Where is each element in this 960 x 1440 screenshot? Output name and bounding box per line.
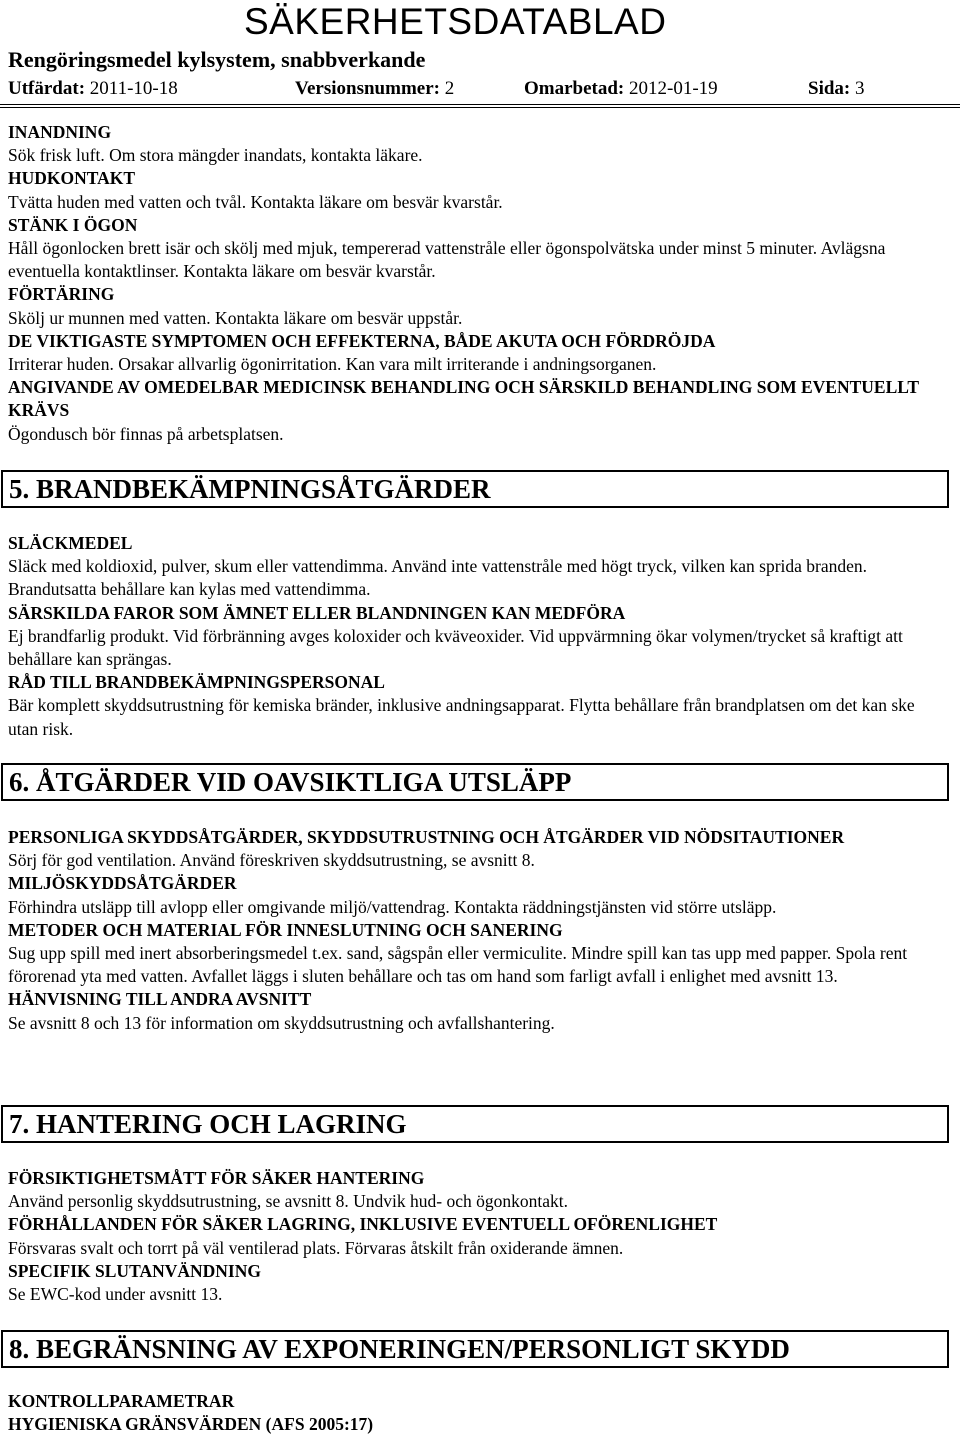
section-6-heading: 6. ÅTGÄRDER VID OAVSIKTLIGA UTSLÄPP bbox=[1, 763, 949, 801]
safe-handling-heading: FÖRSIKTIGHETSMÅTT FÖR SÄKER HANTERING bbox=[8, 1168, 425, 1188]
safe-storage-heading: FÖRHÅLLANDEN FÖR SÄKER LAGRING, INKLUSIVE EVENTUELL OFÖRENLIGHET bbox=[8, 1214, 718, 1235]
firefighter-advice-text: Bär komplett skyddsutrustning för kemiska bränder, inklusive andningsapparat. Flytta behållare från brandplatsen om det kan ske utan risk. bbox=[8, 695, 915, 739]
section-5-body bbox=[8, 532, 948, 741]
version-field bbox=[295, 76, 454, 102]
revised-field bbox=[524, 76, 718, 102]
end-use-text: Se EWC-kod under avsnitt 13. bbox=[8, 1284, 223, 1305]
ingestion-text: Skölj ur munnen med vatten. Kontakta läkare om besvär uppstår. bbox=[8, 307, 463, 328]
issued-value: 2011-10-18 bbox=[89, 78, 178, 99]
issued-label: Utfärdat: bbox=[8, 78, 86, 99]
document-title: SÄKERHETSDATABLAD bbox=[244, 1, 667, 42]
section-7-heading: 7. HANTERING OCH LAGRING bbox=[1, 1105, 949, 1143]
control-parameters-heading: KONTROLLPARAMETRAR bbox=[8, 1391, 235, 1411]
environmental-precautions-heading: MILJÖSKYDDSÅTGÄRDER bbox=[8, 873, 237, 894]
revised-label: Omarbetad: bbox=[524, 78, 625, 99]
special-hazards-heading: SÄRSKILDA FAROR SOM ÄMNET ELLER BLANDNINGEN KAN MEDFÖRA bbox=[8, 602, 626, 623]
personal-precautions-text: Sörj för god ventilation. Använd föreskriven skyddsutrustning, se avsnitt 8. bbox=[8, 850, 535, 871]
page-value: 3 bbox=[855, 78, 865, 99]
other-sections-text: Se avsnitt 8 och 13 för information om skyddsutrustning och avfallshantering. bbox=[8, 1012, 555, 1033]
personal-precautions-heading: PERSONLIGA SKYDDSÅTGÄRDER, SKYDDSUTRUSTNING OCH ÅTGÄRDER VID NÖDSITAUTIONER bbox=[8, 827, 845, 847]
inhalation-heading: INANDNING bbox=[8, 122, 112, 142]
header-divider bbox=[0, 104, 960, 108]
eye-contact-text: Håll ögonlocken brett isär och skölj med mjuk, tempererad vattenstråle eller ögonspolvätska under minst 5 minuter. Avlägsna eventuella kontaktlinser. Kontakta läkare om besvär kvarstår. bbox=[8, 238, 886, 282]
section-6-body bbox=[8, 826, 948, 1035]
section-8-body bbox=[8, 1390, 948, 1436]
page-label: Sida: bbox=[808, 78, 851, 99]
first-aid-block bbox=[8, 121, 948, 446]
section-5-heading: 5. BRANDBEKÄMPNINGSÅTGÄRDER bbox=[1, 470, 949, 508]
version-label: Versionsnummer: bbox=[295, 78, 440, 99]
safe-storage-text: Försvaras svalt och torrt på väl ventilerad plats. Förvaras åtskilt från oxiderande ämnen. bbox=[8, 1237, 624, 1258]
extinguishing-media-text: Släck med koldioxid, pulver, skum eller vattendimma. Använd inte vattenstråle med högt tryck, vilken kan sprida branden. Brandutsatta behållare kan kylas med vattendimma. bbox=[8, 556, 868, 600]
product-name: Rengöringsmedel kylsystem, snabbverkande bbox=[8, 47, 426, 72]
skin-contact-heading: HUDKONTAKT bbox=[8, 168, 136, 189]
ingestion-heading: FÖRTÄRING bbox=[8, 284, 115, 305]
special-hazards-text: Ej brandfarlig produkt. Vid förbränning avges koloxider och kväveoxider. Vid uppvärmning ökar volymen/trycket så kraftigt att behållare kan sprängas. bbox=[8, 625, 903, 670]
medical-treatment-heading: ANGIVANDE AV OMEDELBAR MEDICINSK BEHANDLING OCH SÄRSKILD BEHANDLING SOM EVENTUELLT KRÄVS bbox=[8, 377, 919, 421]
skin-contact-text: Tvätta huden med vatten och tvål. Kontakta läkare om besvär kvarstår. bbox=[8, 191, 503, 212]
symptoms-heading: DE VIKTIGASTE SYMPTOMEN OCH EFFEKTERNA, BÅDE AKUTA OCH FÖRDRÖJDA bbox=[8, 330, 716, 351]
revised-value: 2012-01-19 bbox=[629, 78, 718, 99]
containment-methods-heading: METODER OCH MATERIAL FÖR INNESLUTNING OCH SANERING bbox=[8, 919, 563, 940]
symptoms-text: Irriterar huden. Orsakar allvarlig ögonirritation. Kan vara milt irriterande i andningsorganen. bbox=[8, 354, 657, 375]
page-field bbox=[808, 76, 865, 102]
other-sections-heading: HÄNVISNING TILL ANDRA AVSNITT bbox=[8, 989, 312, 1010]
section-8-heading: 8. BEGRÄNSNING AV EXPONERINGEN/PERSONLIGT SKYDD bbox=[1, 1330, 949, 1368]
exposure-limits-heading: HYGIENISKA GRÄNSVÄRDEN (AFS 2005:17) bbox=[8, 1414, 374, 1435]
version-value: 2 bbox=[444, 78, 455, 99]
section-7-body bbox=[8, 1167, 948, 1306]
document-meta-row bbox=[8, 76, 952, 102]
end-use-heading: SPECIFIK SLUTANVÄNDNING bbox=[8, 1260, 261, 1281]
environmental-precautions-text: Förhindra utsläpp till avlopp eller omgivande miljö/vattendrag. Kontakta räddningstjänsten vid större utsläpp. bbox=[8, 896, 777, 917]
eye-contact-heading: STÄNK I ÖGON bbox=[8, 214, 138, 235]
issued-field bbox=[8, 76, 178, 102]
containment-methods-text: Sug upp spill med inert absorberingsmedel t.ex. sand, sågspån eller vermiculite. Mindre spill kan tas upp med papper. Spola rent förorenad yta med vatten. Avfallet läggs i sluten behållare och tas om hand som farligt avfall i enlighet med avsnitt 13. bbox=[8, 943, 908, 987]
extinguishing-media-heading: SLÄCKMEDEL bbox=[8, 533, 133, 553]
safe-handling-text: Använd personlig skyddsutrustning, se avsnitt 8. Undvik hud- och ögonkontakt. bbox=[8, 1191, 568, 1212]
inhalation-text: Sök frisk luft. Om stora mängder inandats, kontakta läkare. bbox=[8, 145, 423, 166]
firefighter-advice-heading: RÅD TILL BRANDBEKÄMPNINGSPERSONAL bbox=[8, 672, 385, 693]
medical-treatment-text: Ögondusch bör finnas på arbetsplatsen. bbox=[8, 423, 284, 444]
